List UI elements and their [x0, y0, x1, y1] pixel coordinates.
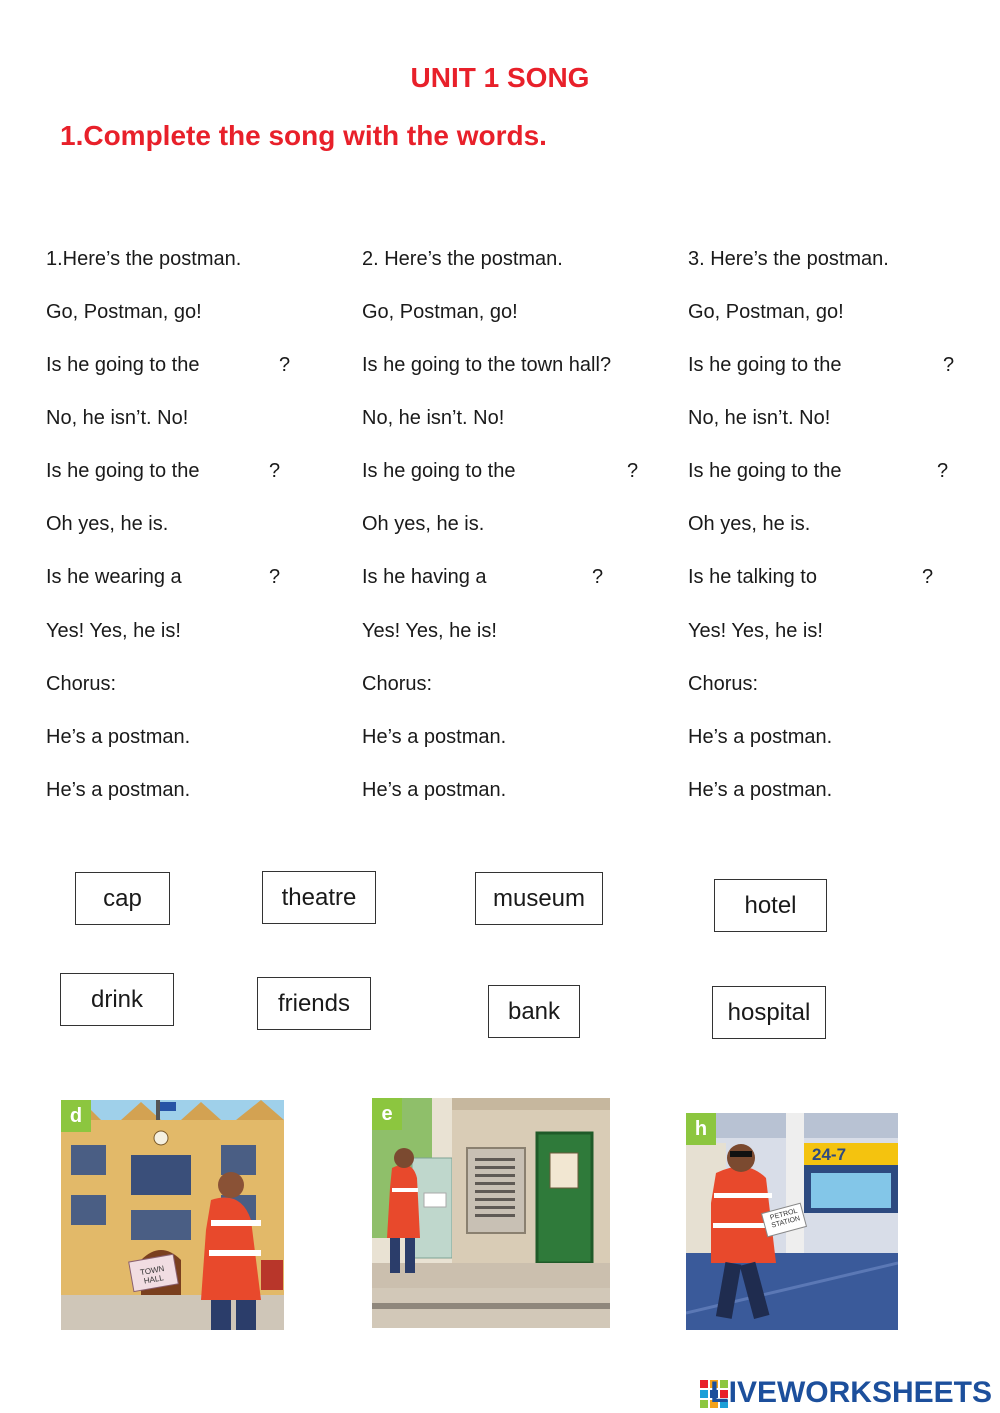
word-tile-friends[interactable]: friends — [257, 977, 371, 1030]
street-illustration — [372, 1098, 610, 1328]
song-line: Is he going to the — [362, 460, 516, 482]
song-line: Yes! Yes, he is! — [46, 620, 181, 642]
question-mark: ? — [592, 566, 604, 588]
song-line: Yes! Yes, he is! — [362, 620, 497, 642]
song-line: He’s a postman. — [46, 779, 191, 801]
liveworksheets-logo[interactable]: LIVEWORKSHEETS — [710, 1376, 992, 1409]
song-line: Yes! Yes, he is! — [688, 620, 823, 642]
song-line: Is he talking to — [688, 566, 817, 588]
petrol-station-sign: PETROL STATION — [769, 1207, 801, 1230]
song-line: Is he going to the — [688, 354, 842, 376]
question-mark: ? — [279, 354, 291, 376]
song-line: Is he having a — [362, 566, 487, 588]
question-mark: ? — [922, 566, 934, 588]
word-tile-hospital[interactable]: hospital — [712, 986, 826, 1039]
question-mark: ? — [937, 460, 949, 482]
song-line: Is he going to the town hall? — [362, 354, 612, 376]
song-line: No, he isn’t. No! — [688, 407, 831, 429]
town-hall-illustration — [61, 1100, 284, 1330]
picture-petrol-station — [686, 1113, 898, 1330]
town-hall-sign: TOWN HALL — [139, 1264, 165, 1286]
song-line: No, he isn’t. No! — [46, 407, 189, 429]
song-line: Go, Postman, go! — [46, 301, 202, 323]
song-line: No, he isn’t. No! — [362, 407, 505, 429]
song-line: Go, Postman, go! — [688, 301, 844, 323]
song-line: Oh yes, he is. — [46, 513, 169, 535]
question-mark: ? — [269, 566, 281, 588]
song-line: He’s a postman. — [46, 726, 191, 748]
song-line: Is he going to the — [46, 354, 200, 376]
song-line: He’s a postman. — [688, 779, 833, 801]
song-line: 2. Here’s the postman. — [362, 248, 563, 270]
song-line: 1.Here’s the postman. — [46, 248, 242, 270]
song-line: He’s a postman. — [362, 726, 507, 748]
word-tile-theatre[interactable]: theatre — [262, 871, 376, 924]
question-mark: ? — [269, 460, 281, 482]
page-title: UNIT 1 SONG — [410, 62, 590, 93]
song-line: Go, Postman, go! — [362, 301, 518, 323]
song-line: He’s a postman. — [688, 726, 833, 748]
song-line: He’s a postman. — [362, 779, 507, 801]
word-tile-cap[interactable]: cap — [75, 872, 170, 925]
word-tile-museum[interactable]: museum — [475, 872, 603, 925]
song-line: Is he wearing a — [46, 566, 182, 588]
word-tile-drink[interactable]: drink — [60, 973, 174, 1026]
picture-label: h — [686, 1113, 716, 1145]
word-tile-bank[interactable]: bank — [488, 985, 580, 1038]
song-line: Chorus: — [688, 673, 759, 695]
picture-label: e — [372, 1098, 402, 1130]
song-line: Is he going to the — [46, 460, 200, 482]
song-line: Oh yes, he is. — [362, 513, 485, 535]
word-tile-hotel[interactable]: hotel — [714, 879, 827, 932]
picture-label: d — [61, 1100, 91, 1132]
song-line: Chorus: — [362, 673, 433, 695]
question-mark: ? — [627, 460, 639, 482]
picture-street — [372, 1098, 610, 1328]
song-line: Is he going to the — [688, 460, 842, 482]
picture-town-hall — [61, 1100, 284, 1330]
question-mark: ? — [943, 354, 955, 376]
song-line: Oh yes, he is. — [688, 513, 811, 535]
song-line: 3. Here’s the postman. — [688, 248, 889, 270]
instruction-heading: 1.Complete the song with the words. — [60, 120, 547, 151]
song-line: Chorus: — [46, 673, 117, 695]
shop-sign: 24-7 — [812, 1145, 847, 1164]
